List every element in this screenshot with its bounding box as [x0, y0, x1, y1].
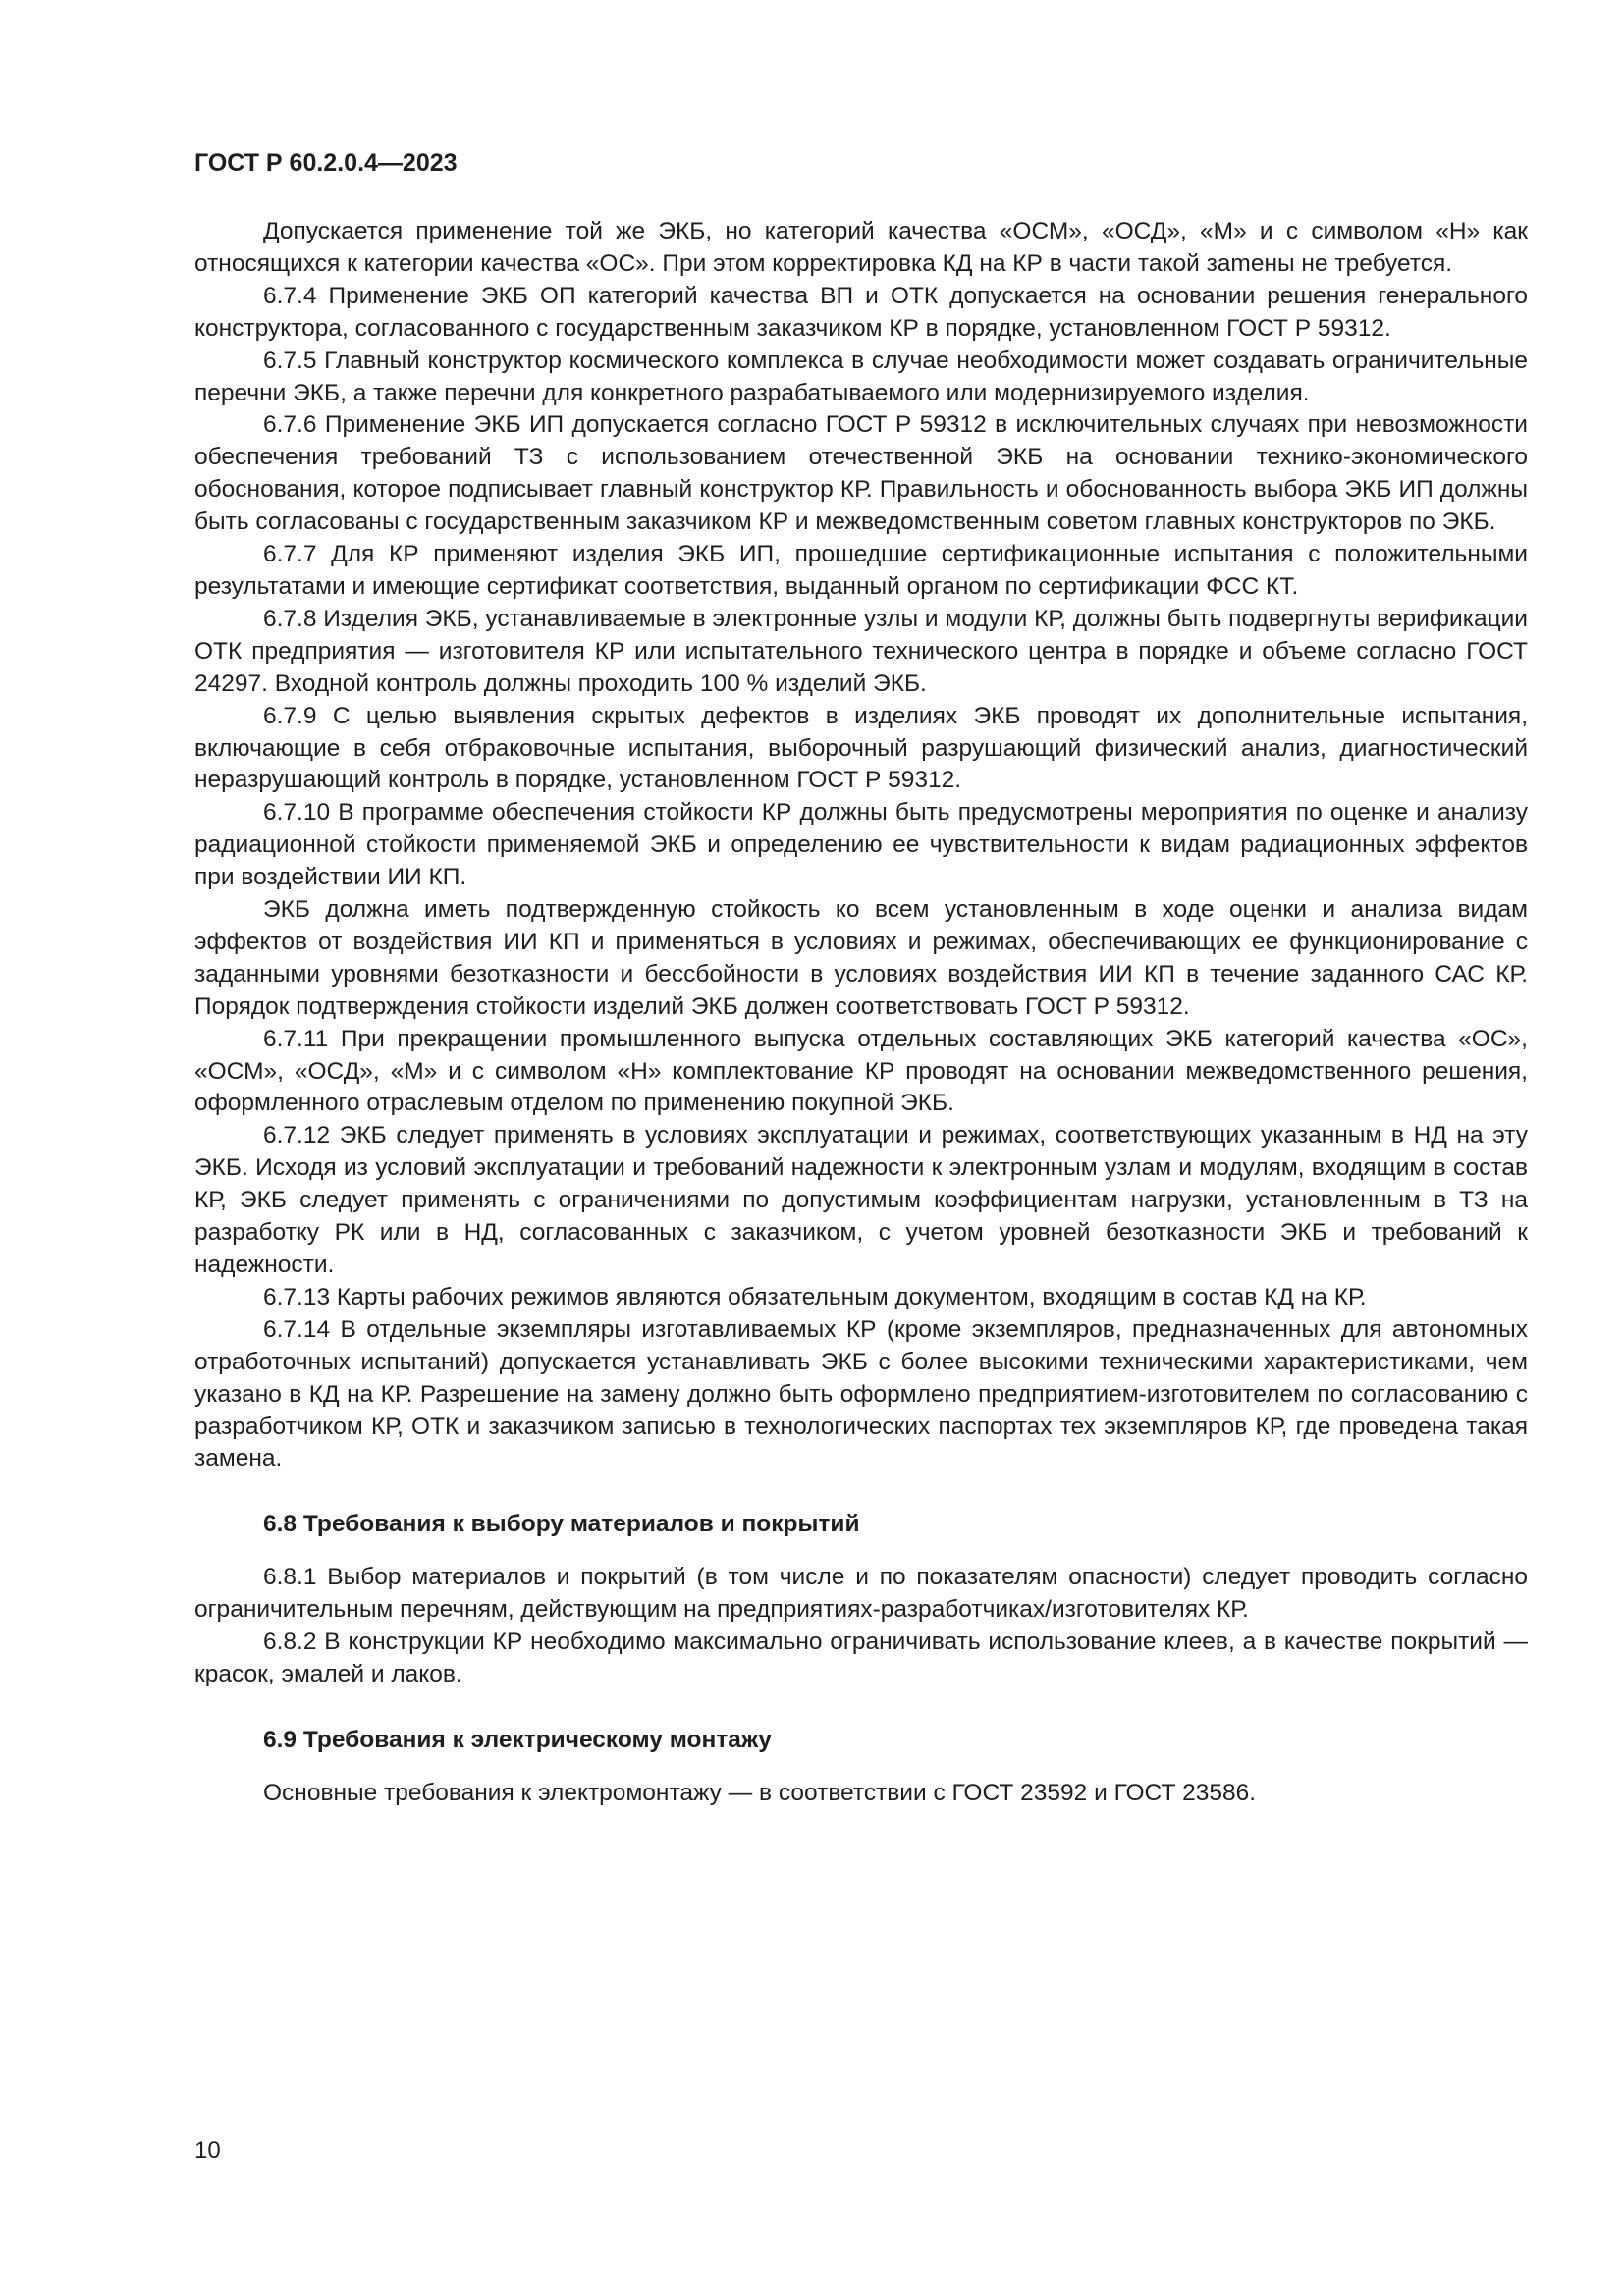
- paragraph: 6.7.4 Применение ЭКБ ОП категорий качества ВП и ОТК допускается на основании решения генерального конструктора, согласованного с государственным заказчиком КР в порядке, установленном ГОСТ Р 59312.: [194, 282, 1528, 342]
- section-heading: 6.8 Требования к выбору материалов и покрытий: [263, 1511, 860, 1538]
- paragraph: 6.7.14 В отдельные экземпляры изготавливаемых КР (кроме экземпляров, предназначенных для автономных отработочных испытаний) допускается устанавливать ЭКБ с более высокими техническими характеристиками, чем указано в КД на КР. Разрешение на замену должно быть оформлено предприятием-изготовителем по согласованию с разработчиком КР, ОТК и заказчиком записью в технологических паспортах тех экземпляров КР, где проведена такая замена.: [194, 1315, 1528, 1472]
- paragraph: 6.8.1 Выбор материалов и покрытий (в том числе и по показателям опасности) следует проводить согласно ограничительным перечням, действующим на предприятиях-разработчиках/изготовителях КР.: [194, 1564, 1528, 1624]
- section-heading: 6.9 Требования к электрическому монтажу: [263, 1726, 772, 1753]
- paragraph: 6.7.13 Карты рабочих режимов являются обязательным документом, входящим в состав КД на КР.: [263, 1283, 1367, 1310]
- paragraph: 6.7.12 ЭКБ следует применять в условиях эксплуатации и режимах, соответствующих указанным в НД на эту ЭКБ. Исходя из условий эксплуатации и требований надежности к электронным узлам и модулям, входящим в состав КР, ЭКБ следует применять с ограничениями по допустимым коэффициентам нагрузки, установленным в ТЗ на разработку РК или в НД, согласованных с заказчиком, с учетом уровней безотказности ЭКБ и требований к надежности.: [194, 1122, 1528, 1278]
- paragraph: Основные требования к электромонтажу — в соответствии с ГОСТ 23592 и ГОСТ 23586.: [263, 1779, 1257, 1806]
- paragraph: 6.7.8 Изделия ЭКБ, устанавливаемые в электронные узлы и модули КР, должны быть подвергнуты верификации ОТК предприятия — изготовителя КР или испытательного технического центра в порядке и объеме согласно ГОСТ 24297. Входной контроль должны проходить 100 % изделий ЭКБ.: [194, 605, 1528, 697]
- paragraph: 6.7.11 При прекращении промышленного выпуска отдельных составляющих ЭКБ категорий качества «ОС», «ОСМ», «ОСД», «М» и с символом «Н» комплектование КР проводят на основании межведомственного решения, оформленного отраслевым отделом по применению покупной ЭКБ.: [194, 1025, 1528, 1117]
- paragraph: 6.7.7 Для КР применяют изделия ЭКБ ИП, прошедшие сертификационные испытания с положительными результатами и имеющие сертификат соответствия, выданный органом по сертификации ФСС КТ.: [194, 541, 1528, 600]
- paragraph: 6.7.9 С целью выявления скрытых дефектов в изделиях ЭКБ проводят их дополнительные испытания, включающие в себя отбраковочные испытания, выборочный разрушающий физический анализ, диагностический неразрушающий контроль в порядке, установленном ГОСТ Р 59312.: [194, 702, 1528, 794]
- paragraph: ЭКБ должна иметь подтвержденную стойкость ко всем установленным в ходе оценки и анализа видам эффектов от воздействия ИИ КП и применяться в условиях и режимах, обеспечивающих ее функционирование с заданными уровнями безотказности и бессбойности в условиях воздействия ИИ КП в течение заданного САС КР. Порядок подтверждения стойкости изделий ЭКБ должен соответствовать ГОСТ Р 59312.: [194, 896, 1528, 1020]
- paragraph: 6.7.6 Применение ЭКБ ИП допускается согласно ГОСТ Р 59312 в исключительных случаях при невозможности обеспечения требований ТЗ с использованием отечественной ЭКБ на основании технико-экономического обоснования, которое подписывает главный конструктор КР. Правильность и обоснованность выбора ЭКБ ИП должны быть согласованы с государственным заказчиком КР и межведомственным советом главных конструкторов по ЭКБ.: [194, 411, 1528, 536]
- page-number: 10: [194, 2137, 221, 2163]
- paragraph: 6.7.10 В программе обеспечения стойкости КР должны быть предусмотрены мероприятия по оценке и анализу радиационной стойкости применяемой ЭКБ и определению ее чувствительности к видам радиационных эффектов при воздействии ИИ КП.: [194, 799, 1528, 891]
- paragraph: 6.7.5 Главный конструктор космического комплекса в случае необходимости может создавать ограничительные перечни ЭКБ, а также перечни для конкретного разрабатываемого или модернизируемого изделия.: [194, 347, 1528, 406]
- paragraph: 6.8.2 В конструкции КР необходимо максимально ограничивать использование клеев, а в качестве покрытий — красок, эмалей и лаков.: [194, 1629, 1528, 1688]
- document-page: [194, 147, 1528, 1810]
- paragraph: Допускается применение той же ЭКБ, но категорий качества «ОСМ», «ОСД», «М» и с символом «Н» как относящихся к категории качества «ОС». При этом корректировка КД на КР в части такой заmены не требуется.: [194, 218, 1528, 277]
- document-body: [194, 216, 1528, 1810]
- document-code-header: ГОСТ Р 60.2.0.4—2023: [194, 149, 458, 177]
